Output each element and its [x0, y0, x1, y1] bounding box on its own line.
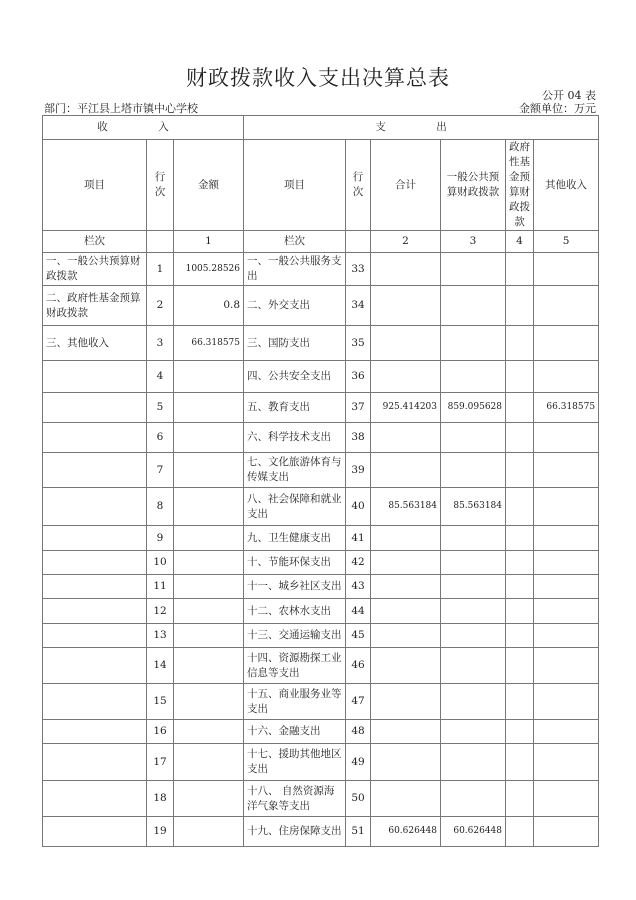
total-amount: 60.626448 — [371, 817, 441, 847]
other-income-amount — [534, 488, 599, 526]
total-amount — [371, 624, 441, 648]
income-header: 收 入 — [43, 116, 244, 140]
table-row — [43, 624, 599, 648]
expense-item: 四、公共安全支出 — [244, 361, 346, 393]
column-label: 栏次 — [43, 231, 147, 253]
general-budget-amount — [441, 286, 506, 326]
expense-line-header: 行次 — [346, 140, 371, 231]
table-row — [43, 361, 599, 393]
other-income-amount — [534, 744, 599, 781]
gov-fund-amount — [506, 648, 534, 684]
expense-line: 39 — [346, 453, 371, 488]
other-income-header: 其他收入 — [534, 140, 599, 231]
income-amount — [174, 488, 244, 526]
general-budget-amount — [441, 624, 506, 648]
table-row — [43, 599, 599, 624]
gov-fund-amount — [506, 575, 534, 599]
income-item — [43, 526, 147, 551]
other-income-amount — [534, 423, 599, 453]
expense-item: 十二、农林水支出 — [244, 599, 346, 624]
income-item — [43, 744, 147, 781]
income-amount — [174, 575, 244, 599]
total-amount — [371, 326, 441, 361]
income-line: 4 — [147, 361, 174, 393]
total-amount — [371, 575, 441, 599]
income-amount-header: 金额 — [174, 140, 244, 231]
income-line: 11 — [147, 575, 174, 599]
table-row — [43, 286, 599, 326]
form-code: 公开 04 表 — [542, 89, 596, 102]
expense-item: 六、科学技术支出 — [244, 423, 346, 453]
income-line-header: 行次 — [147, 140, 174, 231]
col-1: 1 — [174, 231, 244, 253]
amount-unit: 金额单位：万元 — [519, 102, 596, 115]
income-line: 13 — [147, 624, 174, 648]
table-row — [43, 393, 599, 423]
income-item — [43, 817, 147, 847]
table-row — [43, 488, 599, 526]
income-amount — [174, 744, 244, 781]
general-budget-amount — [441, 361, 506, 393]
income-item — [43, 648, 147, 684]
col-4: 4 — [506, 231, 534, 253]
income-line: 19 — [147, 817, 174, 847]
expense-line: 49 — [346, 744, 371, 781]
expense-line: 40 — [346, 488, 371, 526]
table-row — [43, 575, 599, 599]
total-amount — [371, 781, 441, 817]
income-amount — [174, 526, 244, 551]
expense-line: 43 — [346, 575, 371, 599]
total-amount — [371, 744, 441, 781]
table-row — [43, 423, 599, 453]
other-income-amount — [534, 624, 599, 648]
income-amount — [174, 361, 244, 393]
expense-item: 十一、城乡社区支出 — [244, 575, 346, 599]
general-budget-amount: 60.626448 — [441, 817, 506, 847]
income-item — [43, 684, 147, 720]
expense-line: 47 — [346, 684, 371, 720]
gov-fund-amount — [506, 684, 534, 720]
expense-line: 42 — [346, 551, 371, 575]
table-row — [43, 684, 599, 720]
income-amount — [174, 393, 244, 423]
expense-item: 十六、金融支出 — [244, 720, 346, 744]
income-amount — [174, 781, 244, 817]
gov-fund-amount — [506, 817, 534, 847]
budget-table — [42, 115, 599, 847]
income-item — [43, 453, 147, 488]
general-budget-header: 一般公共预算财政拨款 — [441, 140, 506, 231]
income-item: 二、政府性基金预算财政拨款 — [43, 286, 147, 326]
other-income-amount — [534, 326, 599, 361]
expense-item: 五、教育支出 — [244, 393, 346, 423]
income-item — [43, 551, 147, 575]
general-budget-amount — [441, 781, 506, 817]
other-income-amount — [534, 648, 599, 684]
income-amount — [174, 817, 244, 847]
total-amount — [371, 551, 441, 575]
general-budget-amount: 85.563184 — [441, 488, 506, 526]
table-row — [43, 453, 599, 488]
income-line: 16 — [147, 720, 174, 744]
table-row — [43, 551, 599, 575]
gov-fund-amount — [506, 551, 534, 575]
income-line: 10 — [147, 551, 174, 575]
total-amount — [371, 599, 441, 624]
other-income-amount — [534, 286, 599, 326]
general-budget-amount — [441, 453, 506, 488]
table-row — [43, 744, 599, 781]
income-line: 6 — [147, 423, 174, 453]
expense-line: 45 — [346, 624, 371, 648]
income-line: 15 — [147, 684, 174, 720]
income-amount — [174, 599, 244, 624]
general-budget-amount — [441, 423, 506, 453]
gov-fund-amount — [506, 326, 534, 361]
expense-item: 十七、援助其他地区支出 — [244, 744, 346, 781]
expense-line: 41 — [346, 526, 371, 551]
income-item — [43, 575, 147, 599]
expense-line: 38 — [346, 423, 371, 453]
gov-fund-amount — [506, 286, 534, 326]
table-row — [43, 526, 599, 551]
total-amount — [371, 361, 441, 393]
expense-line: 51 — [346, 817, 371, 847]
general-budget-amount — [441, 551, 506, 575]
expense-item: 十八、 自然资源海洋气象等支出 — [244, 781, 346, 817]
general-budget-amount — [441, 326, 506, 361]
gov-fund-header: 政府性基金预算财政拨款 — [506, 140, 534, 231]
expense-item: 九、卫生健康支出 — [244, 526, 346, 551]
income-line: 3 — [147, 326, 174, 361]
income-amount — [174, 423, 244, 453]
gov-fund-amount — [506, 599, 534, 624]
income-line: 9 — [147, 526, 174, 551]
total-amount — [371, 648, 441, 684]
expense-line: 48 — [346, 720, 371, 744]
income-amount — [174, 551, 244, 575]
gov-fund-amount — [506, 253, 534, 286]
other-income-amount — [534, 575, 599, 599]
gov-fund-amount — [506, 781, 534, 817]
gov-fund-amount — [506, 624, 534, 648]
total-amount — [371, 423, 441, 453]
general-budget-amount — [441, 744, 506, 781]
expense-item: 一、一般公共服务支出 — [244, 253, 346, 286]
income-line: 2 — [147, 286, 174, 326]
table-row — [43, 326, 599, 361]
other-income-amount — [534, 253, 599, 286]
income-amount — [174, 684, 244, 720]
page-title: 财政拨款收入支出决算总表 — [186, 66, 450, 90]
general-budget-amount — [441, 599, 506, 624]
general-budget-amount — [441, 253, 506, 286]
expense-item: 十、节能环保支出 — [244, 551, 346, 575]
expense-line: 35 — [346, 326, 371, 361]
total-amount — [371, 253, 441, 286]
expense-line: 50 — [346, 781, 371, 817]
income-amount: 1005.28526 — [174, 253, 244, 286]
other-income-amount — [534, 453, 599, 488]
empty-cell — [147, 231, 174, 253]
department: 部门：平江县上塔市镇中心学校 — [44, 102, 198, 115]
other-income-amount — [534, 526, 599, 551]
income-line: 14 — [147, 648, 174, 684]
income-amount — [174, 648, 244, 684]
total-amount — [371, 720, 441, 744]
total-amount: 925.414203 — [371, 393, 441, 423]
income-item — [43, 488, 147, 526]
income-line: 12 — [147, 599, 174, 624]
other-income-amount — [534, 684, 599, 720]
col-5: 5 — [534, 231, 599, 253]
expense-line: 46 — [346, 648, 371, 684]
gov-fund-amount — [506, 393, 534, 423]
gov-fund-amount — [506, 423, 534, 453]
other-income-amount — [534, 781, 599, 817]
expense-item: 七、文化旅游体育与传媒支出 — [244, 453, 346, 488]
expense-line: 36 — [346, 361, 371, 393]
expense-item: 八、社会保障和就业支出 — [244, 488, 346, 526]
gov-fund-amount — [506, 720, 534, 744]
expense-item-header: 项目 — [244, 140, 346, 231]
total-amount: 85.563184 — [371, 488, 441, 526]
income-item — [43, 423, 147, 453]
expense-item: 十五、商业服务业等支出 — [244, 684, 346, 720]
other-income-amount — [534, 720, 599, 744]
other-income-amount — [534, 817, 599, 847]
general-budget-amount: 859.095628 — [441, 393, 506, 423]
table-row — [43, 253, 599, 286]
expense-line: 44 — [346, 599, 371, 624]
expense-line: 33 — [346, 253, 371, 286]
table-row — [43, 648, 599, 684]
gov-fund-amount — [506, 361, 534, 393]
column-label: 栏次 — [244, 231, 346, 253]
total-amount — [371, 286, 441, 326]
table-row — [43, 781, 599, 817]
income-amount — [174, 624, 244, 648]
other-income-amount — [534, 551, 599, 575]
income-line: 7 — [147, 453, 174, 488]
other-income-amount: 66.318575 — [534, 393, 599, 423]
col-3: 3 — [441, 231, 506, 253]
gov-fund-amount — [506, 453, 534, 488]
gov-fund-amount — [506, 744, 534, 781]
income-amount — [174, 453, 244, 488]
income-item — [43, 624, 147, 648]
income-amount: 66.318575 — [174, 326, 244, 361]
total-amount — [371, 684, 441, 720]
income-amount — [174, 720, 244, 744]
expense-line: 37 — [346, 393, 371, 423]
income-line: 1 — [147, 253, 174, 286]
empty-cell — [346, 231, 371, 253]
expense-item: 三、国防支出 — [244, 326, 346, 361]
income-line: 17 — [147, 744, 174, 781]
table-row — [43, 720, 599, 744]
income-item — [43, 720, 147, 744]
income-item — [43, 781, 147, 817]
general-budget-amount — [441, 575, 506, 599]
income-item: 一、一般公共预算财政拨款 — [43, 253, 147, 286]
income-line: 18 — [147, 781, 174, 817]
expense-item: 二、外交支出 — [244, 286, 346, 326]
gov-fund-amount — [506, 488, 534, 526]
expense-item: 十九、住房保障支出 — [244, 817, 346, 847]
income-line: 8 — [147, 488, 174, 526]
income-item-header: 项目 — [43, 140, 147, 231]
gov-fund-amount — [506, 526, 534, 551]
general-budget-amount — [441, 720, 506, 744]
total-amount — [371, 453, 441, 488]
income-item: 三、其他收入 — [43, 326, 147, 361]
col-2: 2 — [371, 231, 441, 253]
general-budget-amount — [441, 648, 506, 684]
expense-header: 支 出 — [244, 116, 599, 140]
expense-item: 十三、交通运输支出 — [244, 624, 346, 648]
expense-line: 34 — [346, 286, 371, 326]
income-item — [43, 393, 147, 423]
income-amount: 0.8 — [174, 286, 244, 326]
general-budget-amount — [441, 684, 506, 720]
other-income-amount — [534, 599, 599, 624]
total-amount — [371, 526, 441, 551]
table-row — [43, 817, 599, 847]
total-header: 合计 — [371, 140, 441, 231]
income-line: 5 — [147, 393, 174, 423]
general-budget-amount — [441, 526, 506, 551]
income-item — [43, 361, 147, 393]
income-item — [43, 599, 147, 624]
other-income-amount — [534, 361, 599, 393]
expense-item: 十四、资源勘探工业信息等支出 — [244, 648, 346, 684]
